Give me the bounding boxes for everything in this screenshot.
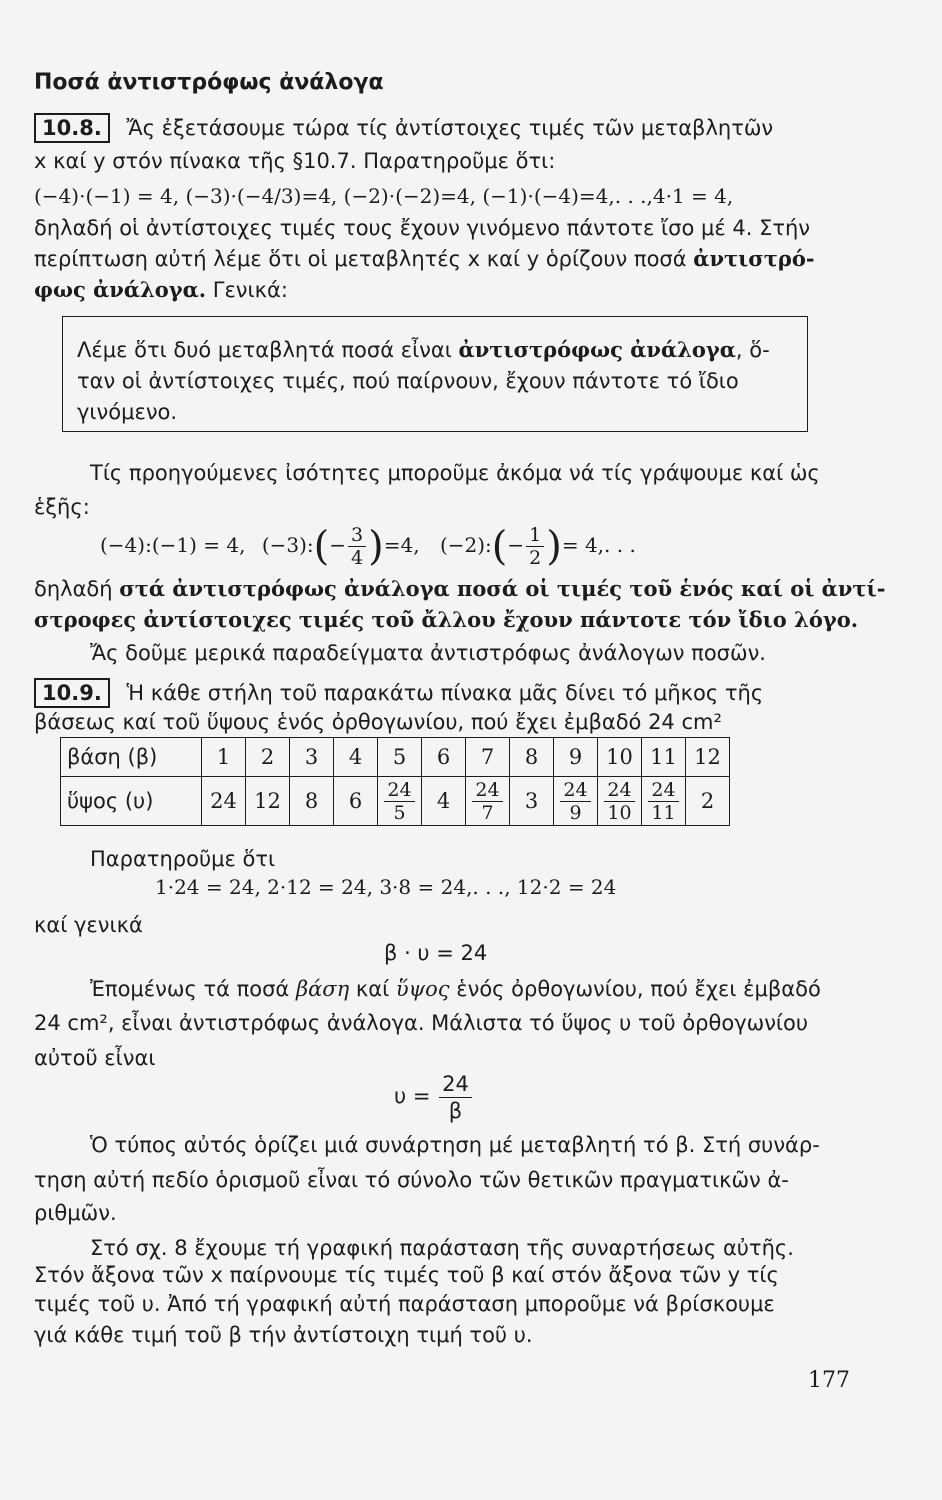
table-cell: 8 [510,738,554,777]
after-line5 [90,976,821,1002]
table-cell: 12 [246,777,290,826]
ratio-eq-b-sign: − [329,533,347,557]
definition-line2: ταν οἱ ἀντίστοιχες τιμές, πού παίρνουν, ἔχουν πάντοτε τό ἴδιο [77,369,739,393]
fraction-numerator: 24 [560,779,590,802]
after-line3: καί γενικά [34,913,143,937]
fraction-numerator: 3 [348,524,366,547]
definition-box [62,316,808,432]
fraction-numerator: 24 [439,1071,472,1098]
after-line8: Ὁ τύπος αὐτός ὁρίζει μιά συνάρτηση μέ μεταβλητή τό β. Στή συνάρ- [90,1133,820,1157]
table-cell: 2 [686,777,730,826]
table-cell: 24 [202,777,246,826]
after-products: 1·24 = 24, 2·12 = 24, 3·8 = 24,. . ., 12·2 = 24 [155,875,617,899]
ratio-eq-c-sign: − [507,533,525,557]
table-cell: 4 [422,777,466,826]
height-formula-lhs: υ = [394,1084,431,1108]
after-line5-e: ἑνός ὀρθογωνίου, πού ἔχει ἐμβαδό [456,977,821,1001]
fraction-denominator: 4 [351,547,364,569]
fraction [384,779,414,824]
ratio-eq-c-lhs: (−2): [439,533,492,557]
sec108-line6 [34,277,288,303]
definition-line1 [77,337,770,363]
ratios-line2: ἑξῆς: [34,495,90,519]
ratios-equation [100,515,636,575]
table-row-label: βάση (β) [61,738,202,777]
sec109-text1: Ἡ κάθε στήλη τοῦ παρακάτω πίνακα μᾶς δίνει τό μῆκος τῆς [126,681,764,705]
sec108-products: (−4)·(−1) = 4, (−3)·(−4/3)=4, (−2)·(−2)=4, (−1)·(−4)=4,. . .,4·1 = 4, [34,184,734,208]
ratios-rule-end: στροφες ἀντίστοιχες τιμές τοῦ ἄλλου ἔχουν πάντοτε τόν ἴδιο λόγο. [34,607,859,632]
fraction-numerator: 24 [472,779,502,802]
fraction-denominator: β [448,1098,463,1123]
ratios-line3-a: δηλαδή [34,577,113,601]
ratios-line1: Τίς προηγούμενες ἰσότητες μποροῦμε ἀκόμα νά τίς γράψουμε καί ὡς [90,461,820,485]
sec109-line2: βάσεως καί τοῦ ὕψους ἑνός ὀρθογωνίου, πού ἔχει ἐμβαδό 24 cm² [34,710,722,734]
table-row-base [61,738,730,777]
sec108-line1 [34,113,773,143]
section-number-10-9: 10.9. [34,678,110,708]
paren-close: ) [546,523,562,570]
after-line12: Στόν ἄξονα τῶν x παίρνουμε τίς τιμές τοῦ β καί στόν ἄξονα τῶν y τίς [34,1263,779,1287]
height-formula [394,1068,474,1124]
term-base: βάση [295,977,350,1001]
fraction-denominator: 10 [607,801,632,824]
ratios-line5: Ἄς δοῦμε μερικά παραδείγματα ἀντιστρόφως ἀνάλογων ποσῶν. [90,641,766,665]
paren-open: ( [313,523,330,570]
table-cell: 1 [202,738,246,777]
fraction [648,779,678,824]
definition-term: ἀντιστρόφως ἀνάλογα [458,337,736,362]
table-cell: 9 [554,738,598,777]
fraction-24-beta [439,1071,472,1124]
fraction [472,779,502,824]
fraction-1-2 [526,524,544,569]
table-cell: 3 [510,777,554,826]
page-number: 177 [808,1368,850,1393]
table-cell [554,777,598,826]
after-line13: τιμές τοῦ υ. Ἀπό τή γραφική αὐτή παράσταση μποροῦμε νά βρίσκουμε [34,1292,775,1316]
fraction-denominator: 5 [393,801,406,824]
fraction [560,779,590,824]
ratio-eq-b-rhs: =4, [383,533,420,557]
table-cell [466,777,510,826]
sec108-line4: δηλαδή οἱ ἀντίστοιχες τιμές τους ἔχουν γινόμενο πάντοτε ἴσο μέ 4. Στήν [34,216,811,240]
ratios-line3 [34,576,885,602]
sec108-term-end: φως ἀνάλογα. [34,277,207,302]
sec108-text1: Ἄς ἐξετάσουμε τώρα τίς ἀντίστοιχες τιμές τῶν μεταβλητῶν [126,116,774,140]
table-cell: 12 [686,738,730,777]
sec108-line5 [34,246,815,272]
table-cell: 10 [598,738,642,777]
definition-line1-c: , ὅ- [735,338,770,362]
ratio-eq-a: (−4):(−1) = 4, [100,533,246,557]
fraction-3-4 [348,524,366,569]
table-cell [598,777,642,826]
table-cell [642,777,686,826]
paren-close: ) [368,523,384,570]
table-cell: 6 [334,777,378,826]
table-cell: 2 [246,738,290,777]
fraction-numerator: 24 [384,779,414,802]
table-cell: 8 [290,777,334,826]
fraction-denominator: 11 [651,801,676,824]
table-cell [378,777,422,826]
base-height-table [60,737,730,826]
term-height: ὕψος [395,977,450,1001]
fraction [604,779,634,824]
sec108-term-start: ἀντιστρό- [693,246,815,271]
fraction-denominator: 7 [481,801,494,824]
table-cell: 3 [290,738,334,777]
fraction-denominator: 2 [529,547,542,569]
after-line10: ριθμῶν. [34,1201,117,1225]
fraction-numerator: 1 [526,524,544,547]
after-line1: Παρατηροῦμε ὅτι [90,847,276,871]
fraction-denominator: 9 [569,801,582,824]
after-line5-a: Ἐπομένως τά ποσά [90,977,290,1001]
table-cell: 4 [334,738,378,777]
table-cell: 6 [422,738,466,777]
after-formula: β · υ = 24 [384,941,488,965]
ratios-rule-start: στά ἀντιστρόφως ἀνάλογα ποσά οἱ τιμές τοῦ ἑνός καί οἱ ἀντί- [119,576,886,601]
table-cell: 5 [378,738,422,777]
after-line7: αὐτοῦ εἶναι [34,1046,156,1070]
table-row-label: ὕψος (υ) [61,777,202,826]
definition-line1-a: Λέμε ὅτι δυό μεταβλητά ποσά εἶναι [77,338,452,362]
table-row-height [61,777,730,826]
paren-open: ( [491,523,508,570]
section-number-10-8: 10.8. [34,113,110,143]
fraction-numerator: 24 [648,779,678,802]
after-line11: Στό σχ. 8 ἔχουμε τή γραφική παράσταση τῆς συναρτήσεως αὐτῆς. [90,1236,794,1260]
after-line9: τηση αὐτή πεδίο ὁρισμοῦ εἶναι τό σύνολο τῶν θετικῶν πραγματικῶν ἀ- [34,1168,789,1192]
after-line5-c: καί [355,977,390,1001]
sec108-line5-text: περίπτωση αὐτή λέμε ὅτι οἱ μεταβλητές x καί y ὁρίζουν ποσά [34,247,687,271]
fraction-numerator: 24 [604,779,634,802]
table-cell: 7 [466,738,510,777]
after-line14: γιά κάθε τιμή τοῦ β τήν ἀντίστοιχη τιμή τοῦ υ. [34,1323,533,1347]
ratio-eq-b-lhs: (−3): [261,533,314,557]
ratio-eq-c-rhs: = 4,. . . [561,533,636,557]
section-heading: Ποσά ἀντιστρόφως ἀνάλογα [34,70,384,95]
table-cell: 11 [642,738,686,777]
sec108-line2: x καί y στόν πίνακα τῆς §10.7. Παρατηροῦμε ὅτι: [34,149,556,173]
definition-line3: γινόμενο. [77,400,178,424]
sec109-line1 [34,678,763,708]
after-line6: 24 cm², εἶναι ἀντιστρόφως ἀνάλογα. Μάλιστα τό ὕψος υ τοῦ ὀρθογωνίου [34,1011,809,1035]
sec108-generally: Γενικά: [212,278,288,302]
